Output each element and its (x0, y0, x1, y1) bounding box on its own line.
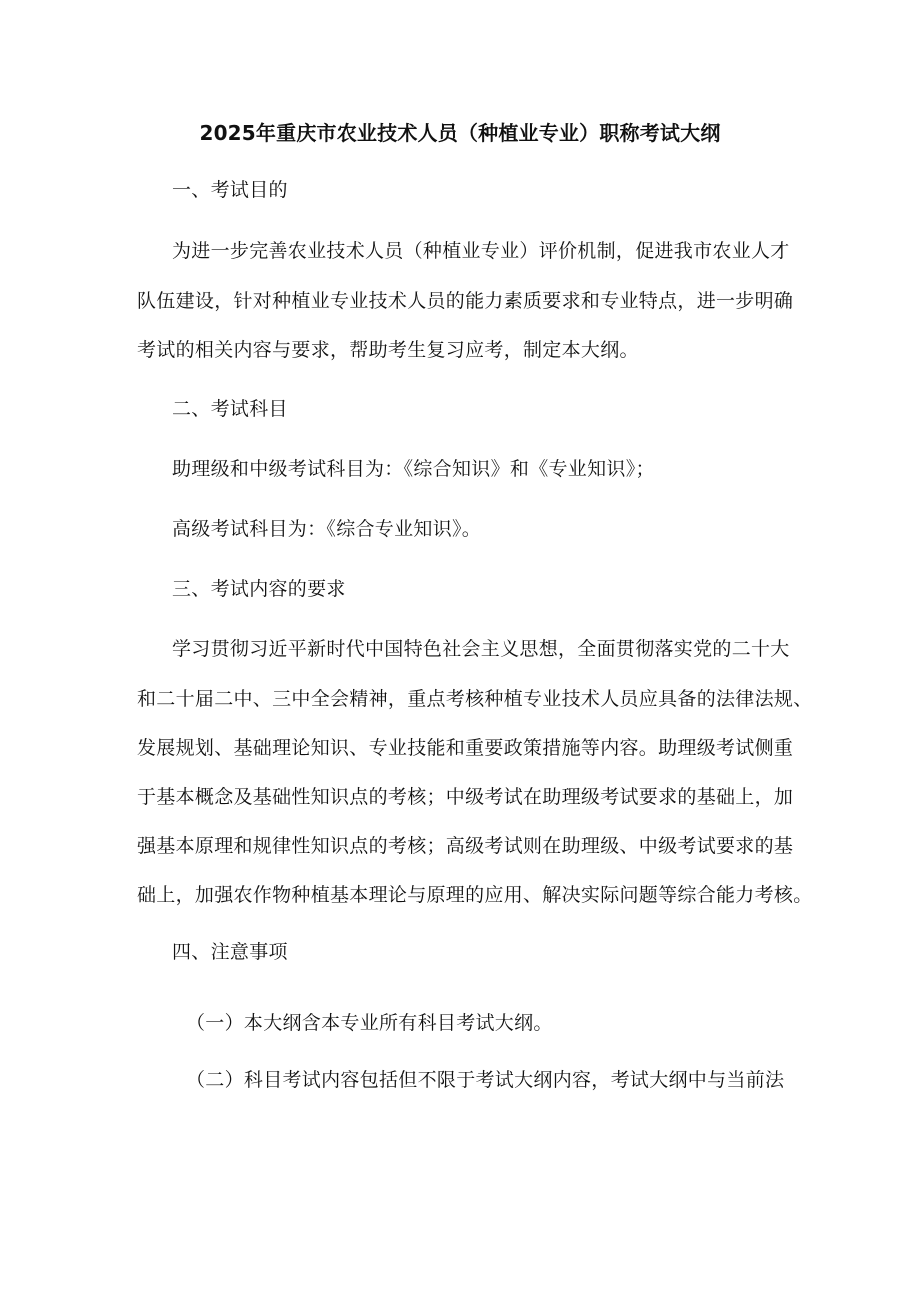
paragraph-line: 和二十届二中、三中全会精神，重点考核种植专业技术人员应具备的法律法规、 (137, 688, 813, 710)
note-item: （一）本大纲含本专业所有科目考试大纲。 (186, 1012, 553, 1034)
subject-item: 高级考试科目为：《综合专业知识》。 (172, 518, 482, 540)
section-heading-notes: 四、注意事项 (172, 941, 288, 963)
paragraph-line: 强基本原理和规律性知识点的考核；高级考试则在助理级、中级考试要求的基 (137, 835, 794, 857)
section-heading-purpose: 一、考试目的 (172, 179, 288, 201)
paragraph-line: 队伍建设，针对种植业专业技术人员的能力素质要求和专业特点，进一步明确 (137, 290, 794, 312)
note-item: （二）科目考试内容包括但不限于考试大纲内容，考试大纲中与当前法 (186, 1069, 785, 1091)
paragraph-line: 考试的相关内容与要求，帮助考生复习应考，制定本大纲。 (137, 339, 639, 361)
section-heading-subjects: 二、考试科目 (172, 398, 288, 420)
section-heading-requirements: 三、考试内容的要求 (172, 578, 346, 600)
paragraph-line: 础上，加强农作物种植基本理论与原理的应用、解决实际问题等综合能力考核。 (137, 884, 813, 906)
paragraph-line: 为进一步完善农业技术人员（种植业专业）评价机制，促进我市农业人才 (172, 240, 790, 262)
document-title: 2025年重庆市农业技术人员（种植业专业）职称考试大纲 (199, 121, 721, 145)
paragraph-line: 于基本概念及基础性知识点的考核；中级考试在助理级考试要求的基础上，加 (137, 786, 794, 808)
paragraph-line: 发展规划、基础理论知识、专业技能和重要政策措施等内容。助理级考试侧重 (137, 737, 794, 759)
subject-item: 助理级和中级考试科目为：《综合知识》和《专业知识》； (172, 458, 655, 480)
paragraph-line: 学习贯彻习近平新时代中国特色社会主义思想，全面贯彻落实党的二十大 (172, 638, 790, 660)
